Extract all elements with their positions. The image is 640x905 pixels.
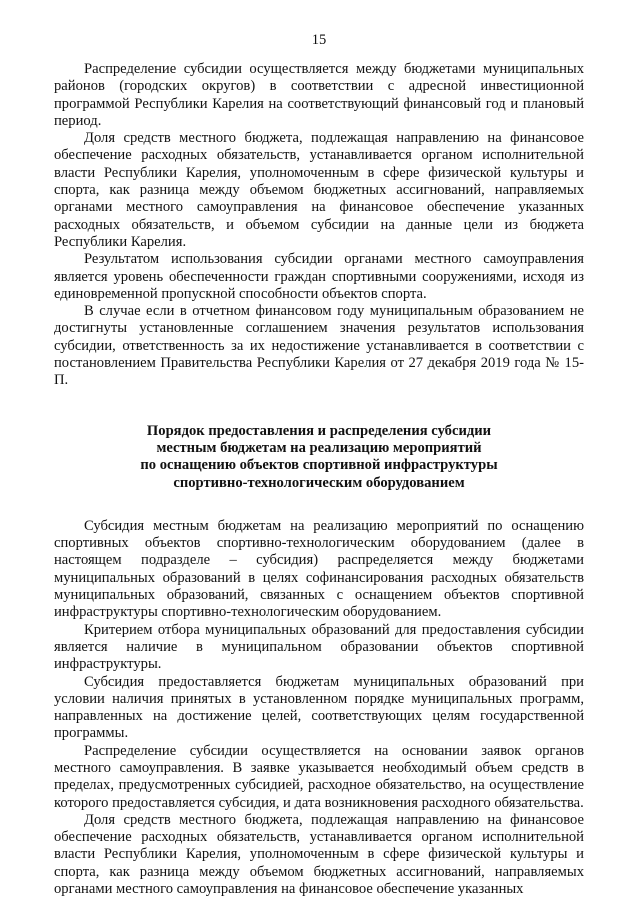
section-heading bbox=[54, 390, 584, 518]
heading-line: спортивно-технологическим оборудованием bbox=[173, 474, 465, 491]
heading-line: Порядок предоставления и распределения субсидии bbox=[146, 422, 492, 439]
paragraph: Субсидия предоставляется бюджетам муниципальных образований при условии наличия принятых в установленном порядке муниципальных программ, направленных на достижение целей, соответствующих целям государственной программы. bbox=[54, 673, 584, 742]
paragraph: Распределение субсидии осуществляется на основании заявок органов местного самоуправления. В заявке указывается необходимый объем средств в пределах, предусмотренных субсидией, расходное обязательство, на осуществление которого предоставляется субсидия, и дата возникновения расходного обязательства. bbox=[54, 742, 584, 811]
document-body bbox=[54, 61, 584, 898]
heading-line: местным бюджетам на реализацию мероприятий bbox=[156, 439, 482, 456]
paragraph: Доля средств местного бюджета, подлежащая направлению на финансовое обеспечение расходных обязательств, устанавливается органом исполнительной власти Республики Карелия, уполномоченным в сфере физической культуры и спорта, как разница между объемом бюджетных ассигнований, направляемых органами местного самоуправления на финансовое обеспечение указанных bbox=[54, 811, 584, 898]
page-number: 15 bbox=[311, 32, 327, 48]
paragraph: В случае если в отчетном финансовом году муниципальным образованием не достигнуты установленные соглашением значения результатов использования субсидии, ответственность за их недостижение устанавливается в соответствии с постановлением Правительства Республики Карелия от 27 декабря 2019 года № 15-П. bbox=[54, 303, 584, 389]
paragraph: Доля средств местного бюджета, подлежащая направлению на финансовое обеспечение расходных обязательств, устанавливается органом исполнительной власти Республики Карелия, уполномоченным в сфере физической культуры и спорта, как разница между объемом бюджетных ассигнований, направляемых органами местного самоуправления на финансовое обеспечение указанных расходных обязательств, и объемом субсидии на данные цели из бюджета Республики Карелия. bbox=[54, 130, 584, 250]
heading-line: по оснащению объектов спортивной инфраструктуры bbox=[140, 457, 498, 474]
paragraph: Распределение субсидии осуществляется между бюджетами муниципальных районов (городских округов) в соответствии с адресной инвестиционной программой Республики Карелия на соответствующий финансовый год и плановый период. bbox=[54, 61, 584, 129]
paragraph: Субсидия местным бюджетам на реализацию мероприятий по оснащению спортивных объектов спортивно-технологическим оборудованием (далее в настоящем подразделе – субсидия) распределяется между бюджетами муниципальных образований в целях софинансирования расходных обязательств муниципальных образований, связанных с оснащением объектов спортивной инфраструктуры спортивно-технологическим оборудованием. bbox=[54, 517, 584, 621]
paragraph: Критерием отбора муниципальных образований для предоставления субсидии является наличие в муниципальном образовании объектов спортивной инфраструктуры. bbox=[54, 621, 584, 673]
paragraph: Результатом использования субсидии органами местного самоуправления является уровень обеспеченности граждан спортивными сооружениями, исходя из единовременной пропускной способности объектов спорта. bbox=[54, 251, 584, 302]
